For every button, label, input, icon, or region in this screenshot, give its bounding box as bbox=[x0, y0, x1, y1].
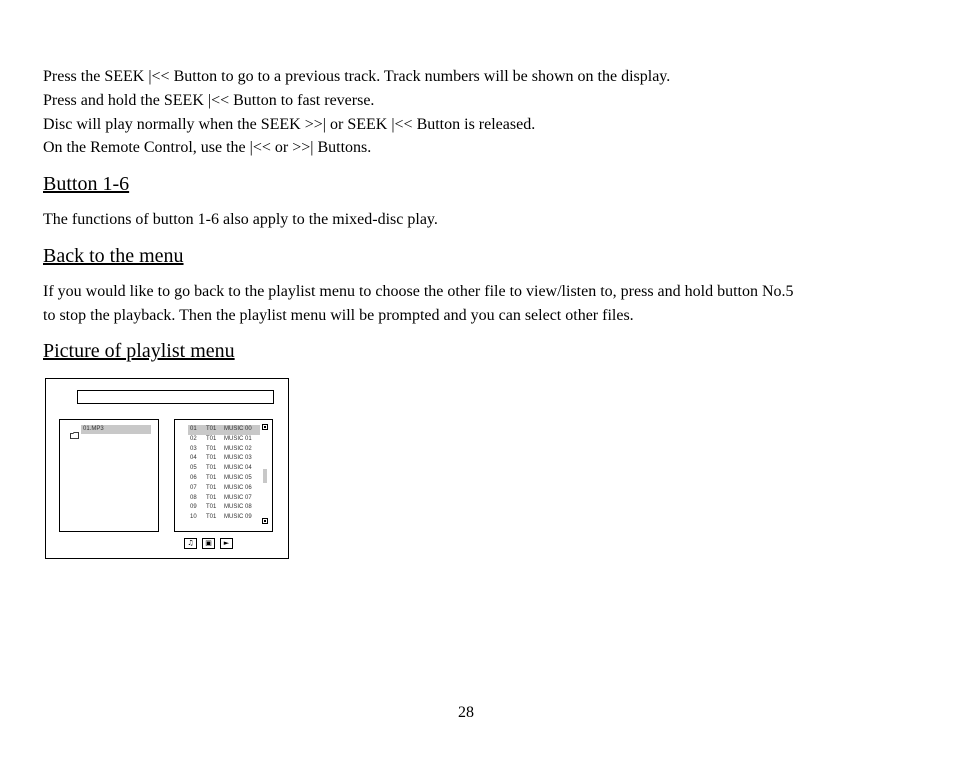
track-row[interactable] bbox=[188, 503, 260, 513]
page-number: 28 bbox=[458, 704, 474, 721]
track-row[interactable] bbox=[188, 513, 260, 523]
track-number: 08 bbox=[190, 494, 197, 501]
heading-button-1-6: Button 1-6 bbox=[43, 173, 130, 195]
track-name: MUSIC 05 bbox=[224, 474, 252, 481]
track-row[interactable] bbox=[188, 435, 260, 445]
intro-line-3: Disc will play normally when the SEEK >>| or SEEK |<< Button is released. bbox=[43, 116, 536, 133]
track-name: MUSIC 09 bbox=[224, 514, 252, 521]
track-name: MUSIC 07 bbox=[224, 494, 252, 501]
track-number: 06 bbox=[190, 474, 197, 481]
track-title-code: T01 bbox=[206, 494, 217, 501]
track-row[interactable] bbox=[188, 464, 260, 474]
track-name: MUSIC 00 bbox=[224, 426, 252, 432]
track-number: 03 bbox=[190, 445, 197, 452]
folder-item[interactable] bbox=[70, 425, 151, 434]
track-number: 05 bbox=[190, 465, 197, 472]
track-name: MUSIC 06 bbox=[224, 484, 252, 491]
music-note-icon[interactable]: ♫ bbox=[184, 538, 197, 549]
track-number: 09 bbox=[190, 504, 197, 511]
media-type-buttons bbox=[184, 538, 233, 549]
scroll-down-icon[interactable] bbox=[262, 518, 268, 524]
track-name: MUSIC 02 bbox=[224, 445, 252, 452]
track-scrollbar[interactable] bbox=[262, 424, 269, 527]
intro-line-2: Press and hold the SEEK |<< Button to fast reverse. bbox=[43, 92, 375, 109]
track-number: 04 bbox=[190, 455, 197, 462]
track-name: MUSIC 01 bbox=[224, 435, 252, 442]
play-icon[interactable]: ► bbox=[220, 538, 233, 549]
track-row[interactable] bbox=[188, 484, 260, 494]
back-to-menu-text-2: to stop the playback. Then the playlist menu will be prompted and you can select other files. bbox=[43, 307, 634, 324]
button-1-6-text: The functions of button 1-6 also apply to the mixed-disc play. bbox=[43, 211, 438, 228]
track-number: 02 bbox=[190, 435, 197, 442]
track-title-code: T01 bbox=[206, 435, 217, 442]
track-row[interactable] bbox=[188, 445, 260, 455]
folder-panel bbox=[59, 419, 159, 532]
scroll-thumb[interactable] bbox=[263, 469, 267, 483]
intro-line-4: On the Remote Control, use the |<< or >>| Buttons. bbox=[43, 139, 372, 156]
track-row[interactable] bbox=[188, 425, 260, 435]
playlist-menu-figure bbox=[45, 378, 289, 559]
track-number: 10 bbox=[190, 514, 197, 521]
scroll-up-icon[interactable] bbox=[262, 424, 268, 430]
playlist-title-bar bbox=[77, 390, 274, 404]
folder-icon bbox=[70, 426, 79, 433]
track-name: MUSIC 08 bbox=[224, 504, 252, 511]
intro-line-1: Press the SEEK |<< Button to go to a previous track. Track numbers will be shown on the display. bbox=[43, 68, 671, 85]
track-title-code: T01 bbox=[206, 465, 217, 472]
track-title-code: T01 bbox=[206, 455, 217, 462]
track-row[interactable] bbox=[188, 494, 260, 504]
track-title-code: T01 bbox=[206, 474, 217, 481]
track-row[interactable] bbox=[188, 474, 260, 484]
track-title-code: T01 bbox=[206, 445, 217, 452]
track-number: 07 bbox=[190, 484, 197, 491]
track-title-code: T01 bbox=[206, 484, 217, 491]
track-row[interactable] bbox=[188, 454, 260, 464]
track-list bbox=[188, 425, 260, 523]
photo-icon[interactable]: ▣ bbox=[202, 538, 215, 549]
track-title-code: T01 bbox=[206, 514, 217, 521]
track-name: MUSIC 04 bbox=[224, 465, 252, 472]
back-to-menu-text-1: If you would like to go back to the playlist menu to choose the other file to view/listen to, press and hold button No.5 bbox=[43, 283, 794, 300]
track-panel bbox=[174, 419, 273, 532]
folder-label: 01.MP3 bbox=[81, 425, 151, 434]
track-name: MUSIC 03 bbox=[224, 455, 252, 462]
track-number: 01 bbox=[190, 426, 197, 432]
track-title-code: T01 bbox=[206, 426, 217, 432]
heading-playlist-picture: Picture of playlist menu bbox=[43, 340, 235, 362]
heading-back-to-menu: Back to the menu bbox=[43, 245, 184, 267]
track-title-code: T01 bbox=[206, 504, 217, 511]
